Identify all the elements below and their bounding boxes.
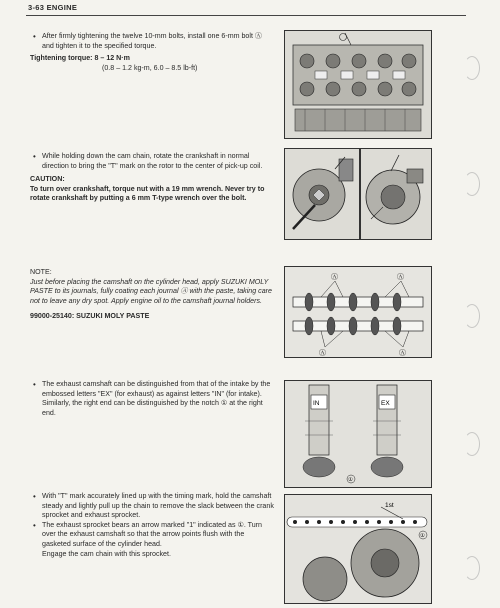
binder-hole — [464, 304, 480, 328]
label-a-bottom-left: Ⓐ — [319, 350, 326, 357]
label-a-top-right: Ⓐ — [397, 274, 404, 281]
instruction-bullet: • The exhaust sprocket bears an arrow marked "1" indicated as ①. Turn over the exhaust camshaft so that the arrow points flush with the gasketed surface of the cylinder head. — [30, 521, 274, 550]
instruction-bullet: • The exhaust camshaft can be distinguished from that of the intake by the embossed letters "EX" (for exhaust) as against letters "IN" (for intake). Similarly, the right end can be distinguished by the notch ① at the right end. — [30, 380, 274, 418]
instruction-bullet: • After firmly tightening the twelve 10-mm bolts, install one 6-mm bolt Ⓐ and tighten it to the specified torque. — [30, 32, 274, 51]
note-text: Just before placing the camshaft on the cylinder head, apply SUZUKI MOLY PASTE to its journals, fully coating each journal Ⓐ with the paste, taking care not to leave any dry spot. Apply engine oil to the camshaft journal holders. — [30, 277, 272, 305]
binder-hole — [464, 56, 480, 80]
page-header — [26, 3, 466, 16]
binder-hole — [464, 556, 480, 580]
label-in: IN — [313, 400, 320, 407]
figure-rotor — [284, 148, 360, 240]
torque-values: (0.8 – 1.2 kg-m, 6.0 – 8.5 lb-ft) — [102, 63, 198, 72]
instruction-bullet: • With "T" mark accurately lined up with the timing mark, hold the camshaft steady and lightly pull up the chain to remove the slack between the crank sprocket and exhaust sprocket. — [30, 492, 274, 521]
note-title: NOTE: — [30, 268, 52, 276]
figure-in-ex — [284, 380, 432, 488]
in-ex-illustration — [285, 381, 431, 487]
figure-camshafts — [284, 266, 432, 358]
cam-chain-illustration — [285, 495, 431, 603]
figure-cam-chain — [284, 494, 432, 604]
page-reference: 3-63 ENGINE — [28, 3, 78, 12]
instruction-bullet: • While holding down the cam chain, rotate the crankshaft in normal direction to bring the "T" mark on the rotor to the center of pick-up coil. — [30, 152, 274, 171]
figure-cylinder-head — [284, 30, 432, 139]
section-camshaft-note — [30, 268, 274, 322]
rotor-illustration — [285, 149, 359, 239]
label-a-top-left: Ⓐ — [331, 274, 338, 281]
caution-title: CAUTION: — [30, 175, 65, 184]
label-notch-1: ① — [348, 477, 353, 483]
label-arrow-1: ① — [420, 533, 425, 539]
binder-hole — [464, 172, 480, 196]
binder-hole — [464, 432, 480, 456]
section-crankshaft — [30, 152, 274, 204]
section-cam-chain — [30, 492, 274, 559]
pickup-coil-illustration — [361, 149, 431, 239]
part-number: 99000-25140: SUZUKI MOLY PASTE — [30, 312, 150, 321]
engage-instruction: Engage the cam chain with this sprocket. — [42, 549, 171, 558]
figure-pickup-coil — [360, 148, 432, 240]
label-ex: EX — [381, 400, 390, 407]
label-1st: 1st — [385, 502, 394, 509]
section-camshaft-id — [30, 380, 274, 418]
camshafts-illustration — [285, 267, 431, 357]
label-a-bottom-right: Ⓐ — [399, 350, 406, 357]
torque-label: Tightening torque: 8 – 12 N·m — [30, 54, 130, 63]
cylinder-head-illustration — [285, 31, 431, 138]
caution-text: To turn over crankshaft, torque nut with a 19 mm wrench. Never try to rotate crankshaft by putting a 6 mm T-type wrench over the bolt. — [30, 184, 265, 203]
section-bolt-torque — [30, 32, 274, 73]
